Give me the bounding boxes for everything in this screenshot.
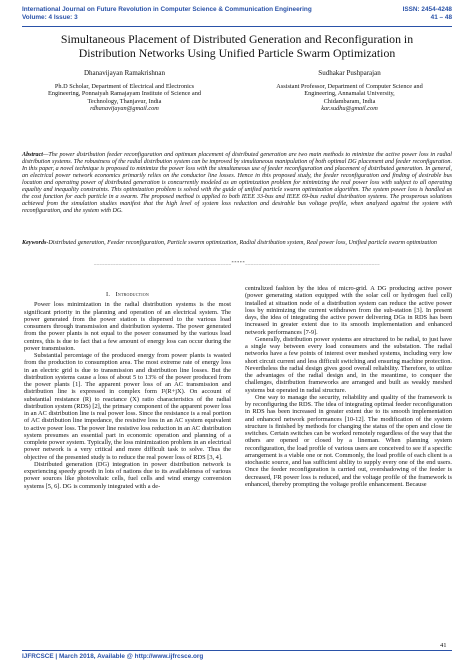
right-paragraph-2: Generally, distribution power systems are structured to be radial, to just have a single way between every load consumers and the substation. The radial networks have a few points of interest over meshed systems, including very low short circuit current and less difficult switching and ensuring machine protection. Nevertheless the radial design gives good overall reliability. Therefore, to utilize the advantages of the radial design and, in the meantime, to conquer the challenges, distribution frameworks are arranged and built as weakly meshed systems but operated in radial structure.	[245, 335, 452, 394]
right-paragraph-1: centralized fashion by the idea of micro-grid. A DG producing active power (power generating station equipped with the solar cell or hydrogen fuel cell) installed at situation node of a distribution system can reduce the active power loss by minimizing the current withdrawn from the sub-station [3]. In present days, the idea of integrating the active power delivering DGs in RDS has been increased in greater extent due to its smooth implementation and enhanced network performances [7-9].	[245, 285, 452, 336]
page-number: 41	[440, 642, 447, 649]
journal-title: International Journal on Future Revolution in Computer Science & Communication Engineering	[22, 6, 312, 13]
author-1-affiliation-3: Technology, Thanjavur, India	[87, 97, 162, 105]
header-rule	[22, 26, 452, 27]
authors-block	[22, 70, 452, 130]
journal-issn: ISSN: 2454-4248	[402, 6, 452, 13]
author-2-name: Sudhakar Pushparajan	[318, 69, 381, 77]
keywords-text: -Distributed generation, Feeder reconfiguration, Particle swarm optimization, Radial distribution system, Real power loss, Unified particle swarm optimization	[46, 240, 437, 246]
left-paragraph-3: Distributed generation (DG) integration in power distribution network is experiencing speedy growth in lots of nations due to its availableness of various power sources like photovoltaic cells, fuel cells and wind energy conversion systems [5, 6]. DG is commonly integrated with a de-	[24, 460, 231, 490]
keywords	[22, 240, 452, 247]
author-2-email[interactable]: kar.sudhu@gmail.com	[321, 105, 378, 113]
paper-title-line-2: Distribution Networks Using Unified Particle Swarm Optimization	[78, 45, 396, 60]
keywords-label: Keywords	[22, 240, 47, 246]
author-2-affiliation-1: Assistant Professor, Department of Computer Science and	[276, 82, 423, 90]
right-paragraph-3: One way to manage the security, reliability and quality of the framework is by reconfiguring the RDS. The idea of integrating optimal feeder reconfiguration in RDS has been increased in greater extent due to its smooth implementation and enhanced network performances [10-12]. The modification of the system structure is finished by methods for changing the status of the open and close tie switches. Certain switches can be worked remotely regardless of the way that the others are opened or closed by a lineman. When planning system reconfiguration, the load profile of various users are conceived to see if a specific arrangement is a viable one or not. Commonly, the load profile of each client is a stochastic source, and has sufficient ability to supply every one of the end users. Once the feeder reconfiguration is carried out, overshadowing of the feeder is decreased, I²R power loss is reduced, and the voltage profile of the framework is enhanced, thereby prompting the voltage profile enhancement. Because	[245, 393, 452, 488]
abstract-text: —The power distribution feeder reconfiguration and optimum placement of distributed generation are two main methods to minimize the active power loss in radial distribution systems. The robustness of the radial distribution system can be improved by simultaneous manipulation of both optimal DG placement and feeder reconfiguration. In this paper, a novel technique is proposed to minimize the power loss with the simultaneous use of feeder reconfiguration and placement of distributed generation. In general, an electrical power network economics primarily relies on the conductor line losses. Hence in this proposed study, the feeder reconfiguration and finding of desirable bus location and operating power of distributed generation is concurrently modeled as an optimization problem for minimizing the real power loss with subject to all operating equality and inequality constraints. This optimization problem is solved with the guide of unified particle swarm optimization algorithm. The system power loss is handled as the cost function for each particle in a swarm. The proposed method is applied to both IEEE 33-bus and IEEE 69-bus radial distribution systems. The prosperous solutions achieved from the simulation studies manifest that the high level of system loss reduction and desirable bus voltage profile, when analyzed against the system with reconfiguration, and the system with DG.	[22, 152, 452, 215]
section-number: I.	[106, 291, 111, 298]
author-1-affiliation-1: Ph.D Scholar, Department of Electrical and Electronics	[54, 82, 195, 90]
author-1-name: Dhanavijayan Ramakrishnan	[83, 69, 166, 77]
paper-title-line-1: Simultaneous Placement of Distributed Generation and Reconfiguration in	[60, 32, 414, 46]
left-column	[24, 291, 231, 490]
author-2-affiliation-3: Chidambaram, India	[323, 97, 376, 105]
author-2	[247, 70, 452, 113]
journal-pages: 41 – 48	[430, 14, 452, 21]
abstract	[22, 152, 452, 215]
right-column	[245, 285, 452, 488]
section-divider: __________________________________________________*****_________________________________________________	[94, 260, 380, 265]
paper-title	[22, 33, 452, 60]
journal-volume: Volume: 4 Issue: 3	[22, 14, 78, 21]
abstract-label: Abstract	[22, 152, 43, 158]
section-heading	[24, 291, 231, 298]
author-2-affiliation-2: Engineering, Annamalai University,	[304, 90, 395, 98]
author-1-email[interactable]: rdhanavijayan@gmail.com	[90, 105, 159, 113]
section-title: Introduction	[115, 291, 149, 298]
left-paragraph-2: Substantial percentage of the produced energy from power plants is wasted from the production to consumption area. The most extreme rate of energy loss in an electric grid is due to transmission and distribution line losses. But the distribution systems cause a loss of about 5 to 13% of the power produced from the power plants [1]. The apparent power loss of an AC transmission and distribution line is expressed in complex form I²(R+jX). On account of substantial resistance (R) to reactance (X) ratio characteristics of the radial distribution system (RDS) [2], the primary component of the apparent power loss in an AC distribution line is real power loss. Since the resistance is a real portion of AC distribution line impedance, the resistive loss in an AC system equivalent to active power loss. The power line resistive loss reduction in an AC distribution system presumes an essential part in economic operation and planning of a complete power system. Typically, the loss minimization problem in an electrical power network is a very critical and more difficult task to solve. Thus the objective of the presented study is to reduce the real power loss of RDS [3, 4].	[24, 352, 231, 461]
footer-rule	[22, 650, 452, 651]
author-1-affiliation-2: Engineering, Ponnaiyah Ramajayam Institute of Science and	[47, 90, 201, 98]
page-footer: IJFRCSCE | March 2018, Available @ http://www.ijfrcsce.org	[22, 653, 204, 660]
left-paragraph-1: Power loss minimization in the radial distribution systems is the most significant priority in the planning and operation of an electrical system. The power generated from the power station is dispersed to the various load consumers through transmission and distribution systems. The power generated from the power plants is not equal to the power consumed by the various load centres, this is due to fact that a few amount of energy loss can occur during the power transmission.	[24, 301, 231, 352]
author-1	[22, 70, 227, 113]
journal-header	[22, 6, 452, 26]
